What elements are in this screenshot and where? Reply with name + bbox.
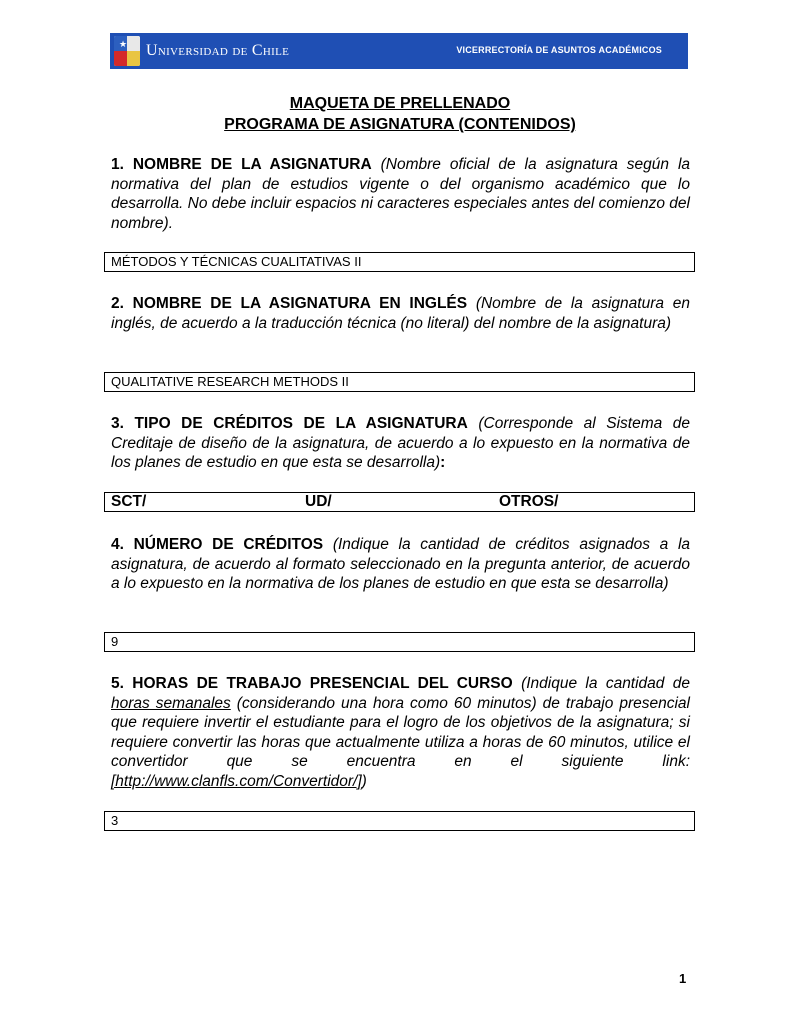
section-4-note: (Indique la cantidad de créditos asignados a la asignatura, de acuerdo al formato seleccionado en la pregunta anterior, de acuerdo a lo expuesto en la normativa de los planes de estudio en que esta se desarrolla)	[111, 536, 691, 592]
section-1-note: (Nombre oficial de la asignatura según la normativa del plan de estudios vigente o del organismo académico que lo desarrolla. No debe incluir espacios ni caracteres especiales antes del comienzo del nombre).	[111, 156, 691, 232]
section-5-note-c: )	[361, 772, 367, 790]
credit-count-field[interactable]: 9	[104, 632, 695, 652]
section-3-description	[111, 414, 690, 473]
section-2-note: (Nombre de la asignatura en inglés, de acuerdo a la traducción técnica (no literal) del nombre de la asignatura)	[111, 295, 690, 332]
header-banner	[110, 33, 688, 69]
section-5-note-b: (considerando una hora como 60 minutos) de trabajo presencial que requiere invertir el estudiante para el logro de los objetivos de la asignatura; si requiere convertir las horas que actualmente utiliza a horas de 60 minutos, utilice el convertidor que se encuentra en el siguiente link:	[111, 694, 690, 770]
course-name-english-field[interactable]: QUALITATIVE RESEARCH METHODS II	[104, 372, 695, 392]
credit-type-field[interactable]	[104, 492, 695, 512]
sct-option[interactable]: SCT/	[111, 493, 147, 510]
section-4-description	[111, 535, 690, 594]
university-name: Universidad de Chile	[146, 42, 290, 59]
vicerrectoria-label: VICERRECTORÍA DE ASUNTOS ACADÉMICOS	[456, 45, 662, 55]
section-5-note-a: (Indique la cantidad de	[521, 675, 691, 692]
ud-option[interactable]: UD/	[305, 493, 332, 510]
section-2-description	[111, 294, 690, 333]
section-3-note: (Corresponde al Sistema de Creditaje de diseño de la asignatura, de acuerdo a lo expuesto en la normativa de los planes de estudio en que esta se desarrolla)	[111, 415, 690, 471]
section-1-heading: 1. NOMBRE DE LA ASIGNATURA	[111, 156, 372, 173]
otros-option[interactable]: OTROS/	[499, 493, 559, 510]
section-3-colon: :	[440, 454, 446, 471]
document-title-line1: MAQUETA DE PRELLENADO	[289, 95, 511, 112]
section-1-description	[111, 155, 690, 233]
section-3-heading: 3. TIPO DE CRÉDITOS DE LA ASIGNATURA	[111, 415, 468, 432]
course-name-field[interactable]: MÉTODOS Y TÉCNICAS CUALITATIVAS II	[104, 252, 695, 272]
weekly-hours-emphasis: horas semanales	[111, 694, 231, 712]
section-5-heading: 5. HORAS DE TRABAJO PRESENCIAL DEL CURSO	[111, 675, 513, 692]
section-2-heading: 2. NOMBRE DE LA ASIGNATURA EN INGLÉS	[111, 295, 468, 312]
weekly-hours-field[interactable]: 3	[104, 811, 695, 831]
document-title-line2: PROGRAMA DE ASIGNATURA (CONTENIDOS)	[224, 116, 576, 133]
university-crest-icon: ★	[114, 36, 140, 66]
converter-link[interactable]: [http://www.clanfls.com/Convertidor/]	[111, 772, 362, 790]
page-number: 1	[679, 971, 687, 986]
section-5-description	[111, 674, 690, 791]
section-4-heading: 4. NÚMERO DE CRÉDITOS	[111, 536, 324, 553]
